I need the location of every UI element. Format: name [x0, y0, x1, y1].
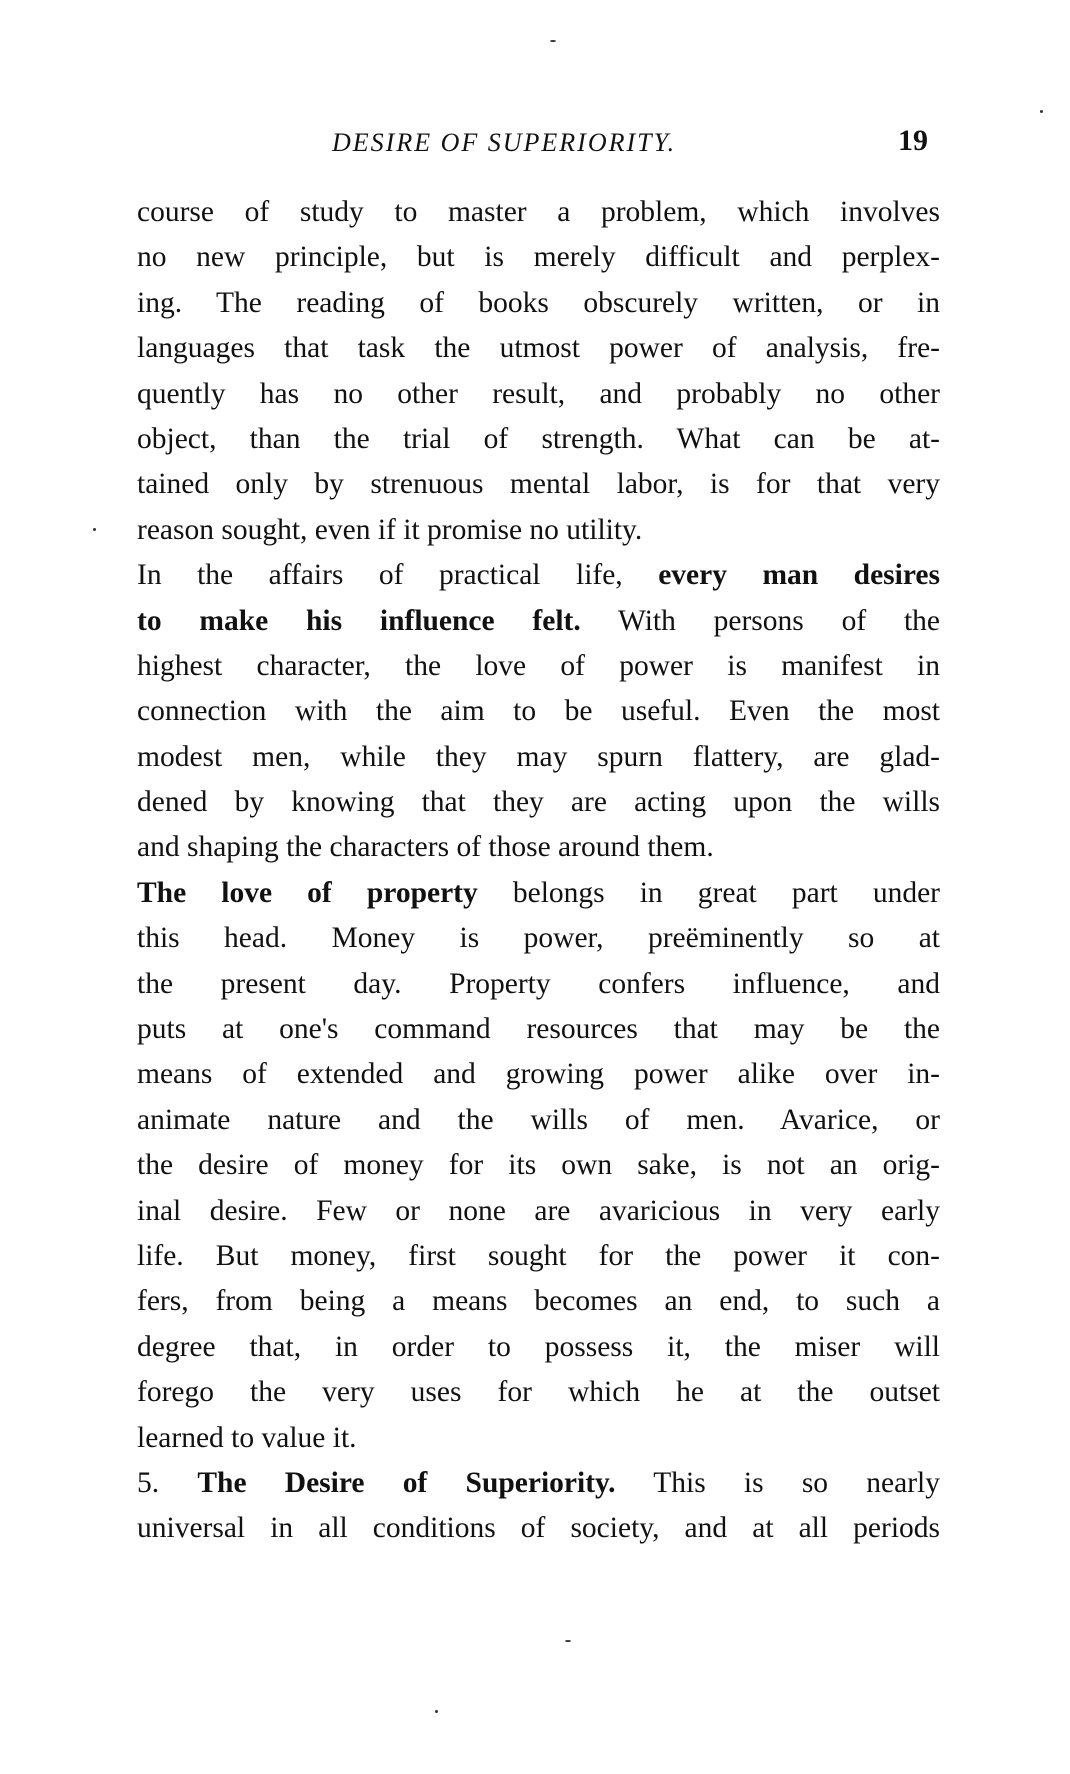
text-line	[137, 417, 940, 462]
text-line	[137, 644, 940, 689]
text-segment: ing. The reading of books obscurely written, or in	[137, 286, 940, 319]
bold-text: to make his influence felt.	[137, 604, 581, 637]
text-segment: 5.	[137, 1466, 198, 1499]
text-segment: modest men, while they may spurn flattery, are glad-	[137, 740, 940, 773]
text-line	[137, 1189, 940, 1234]
text-line	[137, 326, 940, 371]
text-line	[137, 1143, 940, 1188]
text-line	[137, 1370, 940, 1415]
scan-speck	[565, 1640, 571, 1642]
text-line	[137, 1098, 940, 1143]
text-line	[137, 1052, 940, 1097]
text-segment: tained only by strenuous mental labor, is for that very	[137, 468, 940, 501]
text-segment: fers, from being a means becomes an end, to such a	[137, 1285, 940, 1318]
text-segment: animate nature and the wills of men. Avarice, or	[137, 1103, 940, 1136]
text-line	[137, 553, 940, 598]
body-text	[137, 190, 940, 1552]
text-segment: reason sought, even if it promise no utility.	[137, 513, 643, 546]
running-title: DESIRE OF SUPERIORITY.	[332, 128, 677, 157]
text-line	[137, 689, 940, 734]
text-line	[137, 508, 940, 553]
text-line	[137, 281, 940, 326]
text-line	[137, 1461, 940, 1506]
text-segment: puts at one's command resources that may be the	[137, 1013, 940, 1046]
text-line	[137, 1416, 940, 1461]
text-segment: languages that task the utmost power of analysis, fre-	[137, 332, 940, 365]
text-segment: this head. Money is power, preëminently so at	[137, 922, 940, 955]
page-number: 19	[898, 124, 928, 157]
text-line	[137, 1234, 940, 1279]
text-line	[137, 1007, 940, 1052]
text-segment: dened by knowing that they are acting upon the wills	[137, 786, 940, 819]
text-segment: connection with the aim to be useful. Even the most	[137, 695, 940, 728]
text-segment: This is so nearly	[615, 1466, 941, 1499]
text-segment: universal in all conditions of society, and at all periods	[137, 1512, 940, 1545]
bold-text: every man desires	[658, 559, 940, 592]
text-segment: quently has no other result, and probably no other	[137, 377, 940, 410]
text-line	[137, 190, 940, 235]
text-segment: object, than the trial of strength. What can be at-	[137, 422, 940, 455]
text-segment: learned to value it.	[137, 1421, 357, 1454]
text-segment: the present day. Property confers influence, and	[137, 967, 940, 1000]
text-line	[137, 871, 940, 916]
text-segment: life. But money, first sought for the power it con-	[137, 1239, 940, 1272]
text-line	[137, 780, 940, 825]
scan-speck	[1040, 110, 1043, 113]
text-segment: inal desire. Few or none are avaricious in very early	[137, 1194, 940, 1227]
text-line	[137, 1279, 940, 1324]
text-segment: In the affairs of practical life,	[137, 559, 659, 592]
text-segment: and shaping the characters of those around them.	[137, 831, 714, 864]
text-line	[137, 462, 940, 507]
scan-speck	[550, 40, 556, 42]
text-line	[137, 1506, 940, 1551]
text-segment: the desire of money for its own sake, is not an orig-	[137, 1149, 940, 1182]
text-line	[137, 372, 940, 417]
text-segment: highest character, the love of power is manifest in	[137, 649, 940, 682]
bold-text: The Desire of Superiority.	[197, 1466, 616, 1499]
text-segment: With persons of the	[580, 604, 940, 637]
text-line	[137, 599, 940, 644]
text-segment: belongs in great part under	[477, 876, 940, 909]
text-line	[137, 735, 940, 780]
text-line	[137, 825, 940, 870]
scan-speck	[435, 1710, 438, 1713]
text-line	[137, 1325, 940, 1370]
text-segment: course of study to master a problem, which involves	[137, 196, 940, 228]
bold-text: The love of property	[137, 876, 478, 909]
text-line	[137, 962, 940, 1007]
text-line	[137, 235, 940, 280]
text-segment: means of extended and growing power alike over in-	[137, 1058, 940, 1091]
running-header	[0, 124, 1070, 168]
scan-speck	[93, 528, 96, 531]
text-segment: forego the very uses for which he at the outset	[137, 1376, 940, 1409]
text-line	[137, 916, 940, 961]
text-segment: no new principle, but is merely difficult and perplex-	[137, 241, 940, 274]
text-segment: degree that, in order to possess it, the miser will	[137, 1330, 940, 1363]
